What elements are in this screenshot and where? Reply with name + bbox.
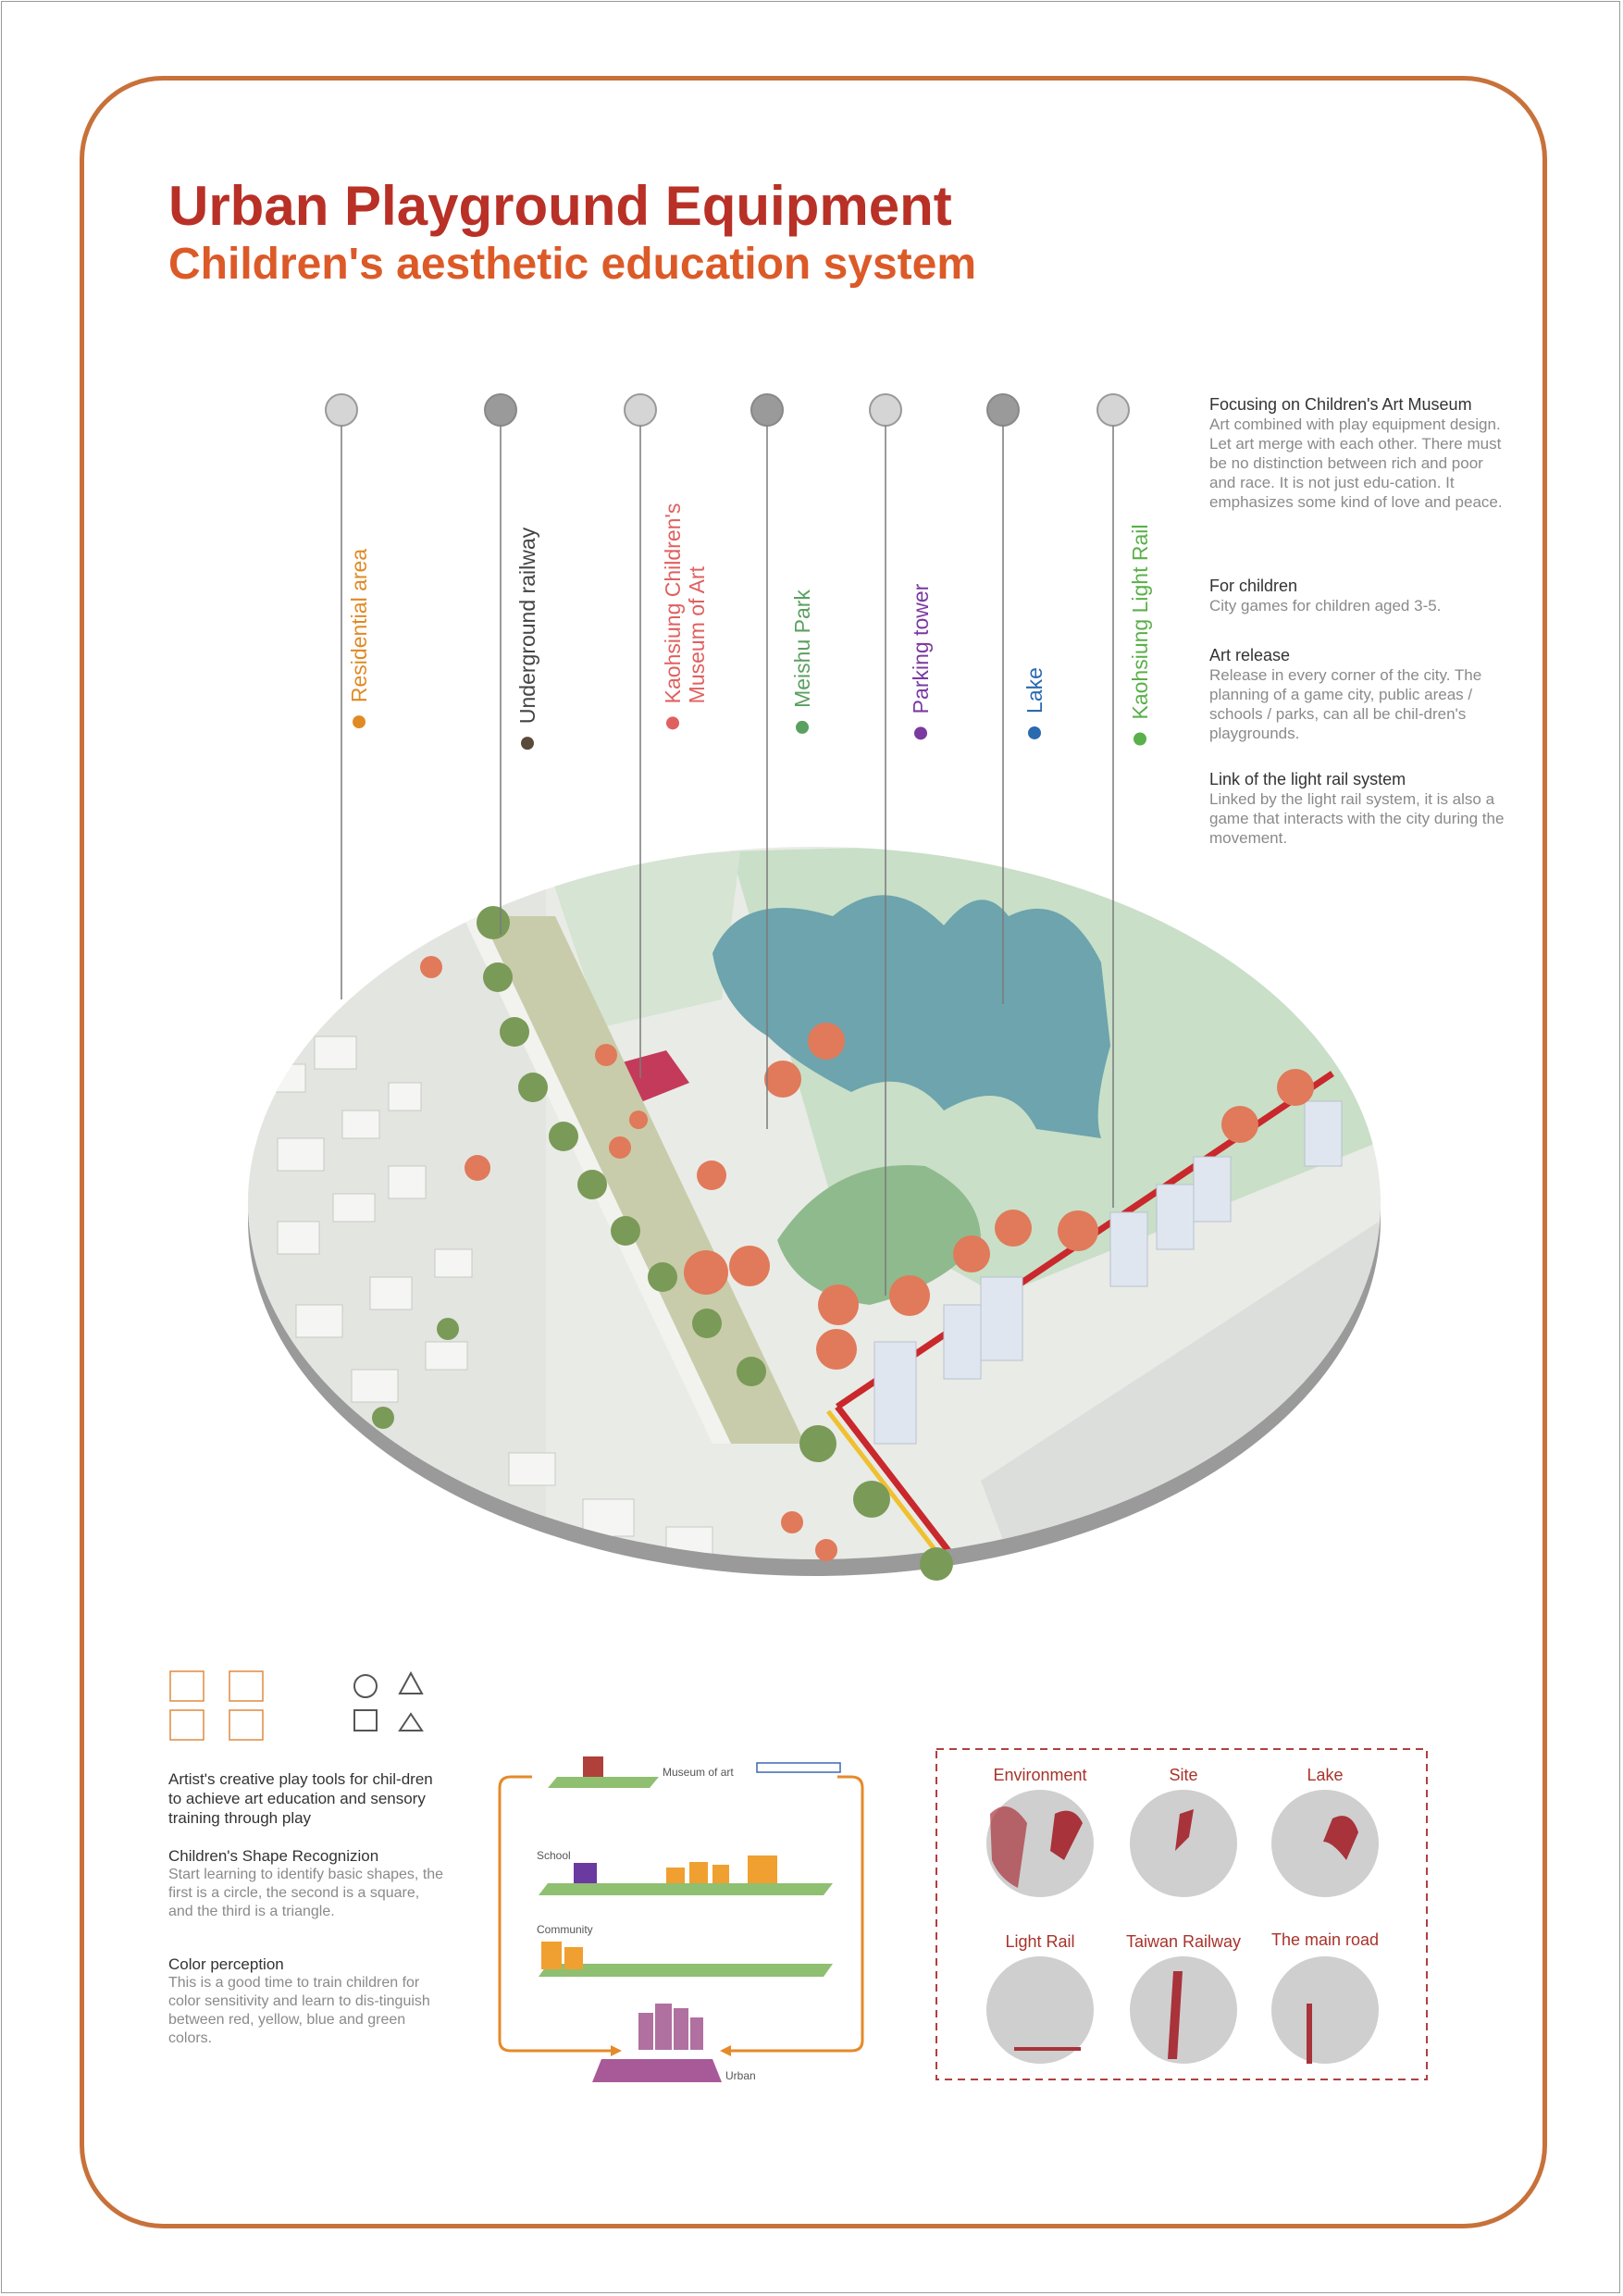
shape-icons <box>354 1673 422 1731</box>
callout-dot <box>1134 732 1146 745</box>
callout-light-rail: Kaohsiung Light Rail <box>1128 525 1152 746</box>
description-body: City games for children aged 3-5. <box>1209 597 1442 614</box>
flow-label-community: Community <box>537 1923 593 1936</box>
description-heading: Link of the light rail system <box>1209 770 1406 788</box>
description-body: Release in every corner of the city. The planning of a game city, public areas / schools / parks, can all be chil-dren's playgrounds. <box>1209 666 1482 742</box>
sense-icons <box>170 1671 263 1740</box>
description-children <box>1209 577 1505 615</box>
description-art-release <box>1209 646 1505 743</box>
poster-title: Urban Playground Equipment <box>168 175 952 237</box>
callout-dot <box>1028 726 1041 739</box>
description-heading: Art release <box>1209 646 1291 664</box>
analysis-label-lake: Lake <box>1307 1766 1344 1784</box>
callout-childrens-museum: Kaohsiung Children's Museum of Art <box>661 503 709 730</box>
analysis-label-environment: Environment <box>993 1766 1087 1784</box>
callout-residential: Residential area <box>347 549 371 728</box>
callout-dot <box>914 726 927 739</box>
description-heading: For children <box>1209 577 1298 595</box>
callout-underground-railway: Underground railway <box>515 527 539 750</box>
shape-recognition-text: Start learning to identify basic shapes, the first is a circle, the second is a square, and the third is a triangle. <box>168 1867 444 1919</box>
play-tools-intro-text: Artist's creative play tools for chil-dren to achieve art education and sensory training through play <box>168 1770 433 1827</box>
analysis-label-main-road: The main road <box>1270 1930 1380 1949</box>
flow-label-museum: Museum of art <box>663 1766 734 1779</box>
callout-dot <box>353 715 365 728</box>
callout-parking-tower: Parking tower <box>909 584 933 740</box>
analysis-label-site: Site <box>1169 1766 1198 1784</box>
callout-dot <box>521 737 534 750</box>
flow-label-urban: Urban <box>725 2069 756 2082</box>
flow-diagram <box>500 1756 862 2082</box>
description-body: Linked by the light rail system, it is also a game that interacts with the city during the movement. <box>1209 790 1505 847</box>
shape-recognition-title: Children's Shape Recognizion <box>168 1847 379 1865</box>
callout-lake: Lake <box>1022 667 1047 739</box>
description-light-rail <box>1209 770 1505 848</box>
callout-dot <box>666 716 679 729</box>
flow-label-school: School <box>537 1849 571 1862</box>
callout-meishu-park: Meishu Park <box>790 590 814 734</box>
play-tools-intro <box>168 1769 437 1828</box>
poster-subtitle: Children's aesthetic education system <box>168 240 977 289</box>
analysis-label-taiwan-railway: Taiwan Railway <box>1125 1932 1242 1951</box>
description-focus <box>1209 395 1505 512</box>
shape-recognition-block <box>168 1846 446 1921</box>
description-body: Art combined with play equipment design. Let art merge with each other. There must be no distinction between rich and poor and race. It is not just edu-cation. It emphasizes some kind of love and peace. <box>1209 416 1503 511</box>
color-perception-block <box>168 1955 446 2048</box>
callout-dot <box>796 721 809 734</box>
color-perception-text: This is a good time to train children for color sensitivity and learn to dis-tinguish between red, yellow, blue and green colors. <box>168 1975 430 2046</box>
description-heading: Focusing on Children's Art Museum <box>1209 395 1472 414</box>
color-perception-title: Color perception <box>168 1955 284 1973</box>
analysis-label-light-rail: Light Rail <box>1005 1932 1075 1951</box>
